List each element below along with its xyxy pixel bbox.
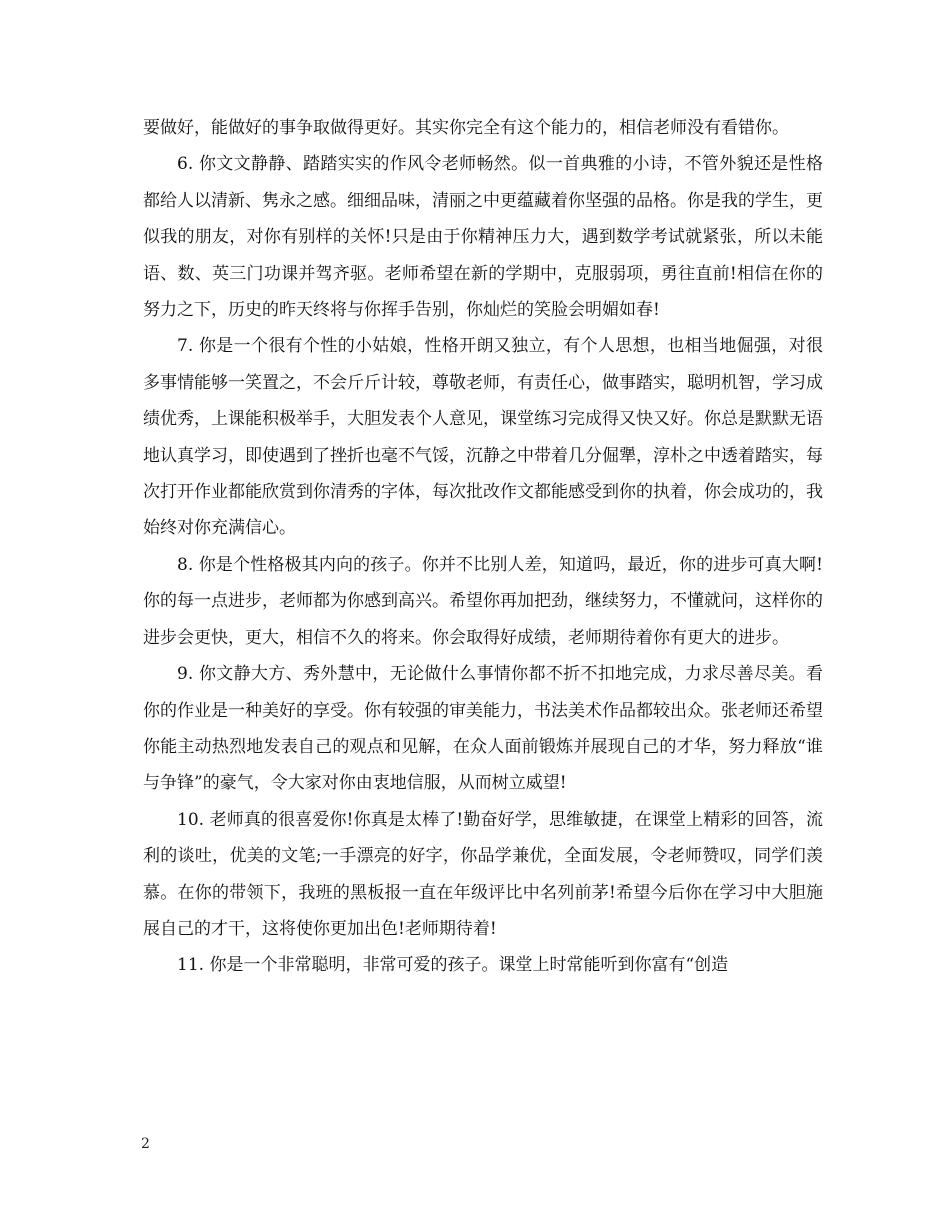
paragraph-comment-9: 9. 你文静大方、秀外慧中，无论做什么事情你都不折不扣地完成，力求尽善尽美。看你的作业是一种美好的享受。你有较强的审美能力，书法美术作品都较出众。张老师还希望你能主动热烈地发表自己的观点和见解，在众人面前锻炼并展现自己的才华，努力释放“谁与争锋”的豪气，令大家对你由衷地信服，从而树立威望! — [143, 664, 823, 794]
paragraph-comment-8: 8. 你是个性格极其内向的孩子。你并不比别人差，知道吗，最近，你的进步可真大啊!你的每一点进步，老师都为你感到高兴。希望你再加把劲，继续努力，不懂就问，这样你的进步会更快，更大，相信不久的将来。你会取得好成绩，老师期待着你有更大的进步。 — [143, 554, 823, 648]
page-number: 2 — [141, 1136, 150, 1152]
paragraph-comment-7: 7. 你是一个很有个性的小姑娘，性格开朗又独立，有个人思想，也相当地倔强，对很多事情能够一笑置之，不会斤斤计较，尊敬老师，有责任心，做事踏实，聪明机智，学习成绩优秀，上课能积极举手，大胆发表个人意见，课堂练习完成得又快又好。你总是默默无语地认真学习，即使遇到了挫折也毫不气馁，沉静之中带着几分倔犟，淳朴之中透着踏实，每次打开作业都能欣赏到你清秀的字体，每次批改作文都能感受到你的执着，你会成功的，我始终对你充满信心。 — [143, 336, 823, 539]
paragraph-comment-6: 6. 你文文静静、踏踏实实的作风令老师畅然。似一首典雅的小诗，不管外貌还是性格都给人以清新、隽永之感。细细品味，清丽之中更蕴藏着你坚强的品格。你是我的学生，更似我的朋友，对你有别样的关怀!只是由于你精神压力大，遇到数学考试就紧张，所以未能语、数、英三门功课并驾齐驱。老师希望在新的学期中，克服弱项，勇往直前!相信在你的努力之下，历史的昨天终将与你挥手告别，你灿烂的笑脸会明媚如春! — [143, 154, 823, 321]
document-body — [143, 110, 823, 984]
paragraph-comment-10: 10. 老师真的很喜爱你!你真是太棒了!勤奋好学，思维敏捷，在课堂上精彩的回答，流利的谈吐，优美的文笔;一手漂亮的好字，你品学兼优，全面发展，令老师赞叹，同学们羡慕。在你的带领下，我班的黑板报一直在年级评比中名列前茅!希望今后你在学习中大胆施展自己的才干，这将使你更加出色!老师期待着! — [143, 809, 823, 939]
paragraph-continuation: 要做好，能做好的事争取做得更好。其实你完全有这个能力的，相信老师没有看错你。 — [143, 118, 789, 138]
paragraph-comment-11: 11. 你是一个非常聪明，非常可爱的孩子。课堂上时常能听到你富有“创造 — [177, 955, 729, 976]
